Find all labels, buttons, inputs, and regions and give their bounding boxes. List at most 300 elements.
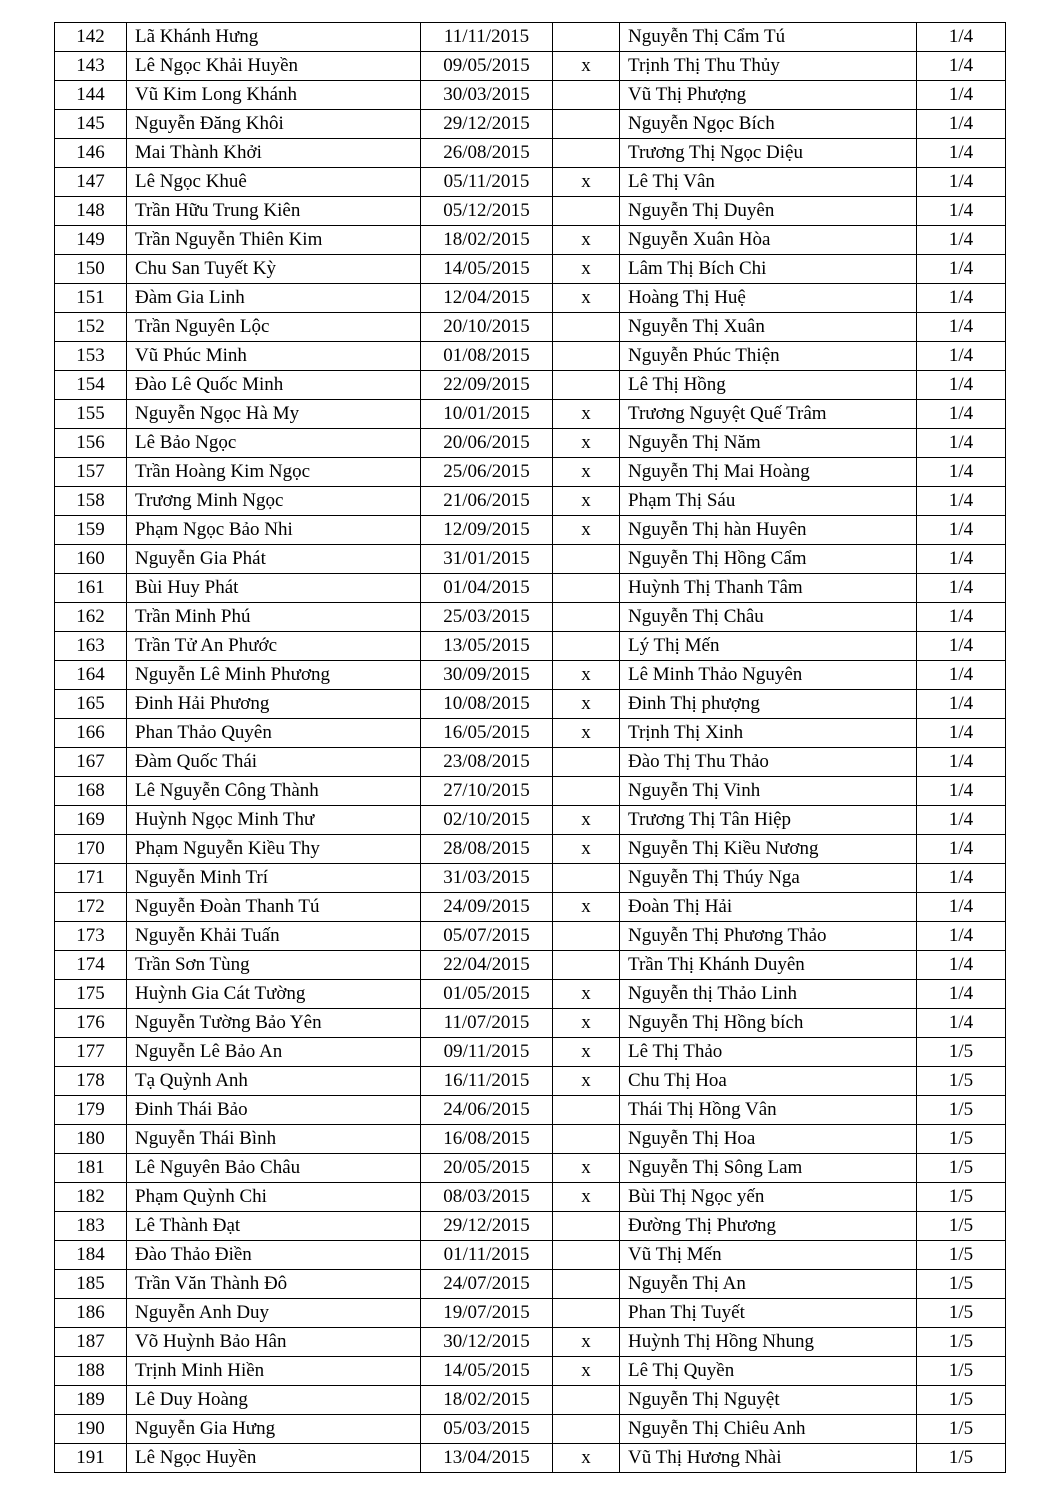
table-row (55, 1299, 1006, 1328)
female-mark (553, 777, 620, 806)
parent-name: Huỳnh Thị Hồng Nhung (620, 1328, 917, 1357)
birth-date: 13/05/2015 (421, 632, 553, 661)
row-number: 184 (55, 1241, 127, 1270)
female-mark (553, 1415, 620, 1444)
parent-name: Nguyễn Thị Hồng Cẩm (620, 545, 917, 574)
female-mark (553, 197, 620, 226)
parent-name: Vũ Thị Hương Nhài (620, 1444, 917, 1473)
student-name: Nguyễn Tường Bảo Yên (127, 1009, 421, 1038)
student-name: Trương Minh Ngọc (127, 487, 421, 516)
table-row (55, 284, 1006, 313)
parent-name: Lê Thị Hồng (620, 371, 917, 400)
female-mark: x (553, 1154, 620, 1183)
birth-date: 18/02/2015 (421, 1386, 553, 1415)
parent-name: Lý Thị Mến (620, 632, 917, 661)
female-mark (553, 1241, 620, 1270)
female-mark: x (553, 1067, 620, 1096)
parent-name: Phan Thị Tuyết (620, 1299, 917, 1328)
parent-name: Trịnh Thị Thu Thủy (620, 52, 917, 81)
class-name: 1/5 (917, 1096, 1006, 1125)
birth-date: 01/04/2015 (421, 574, 553, 603)
student-name: Nguyễn Lê Bảo An (127, 1038, 421, 1067)
class-name: 1/5 (917, 1270, 1006, 1299)
parent-name: Lê Thị Thảo (620, 1038, 917, 1067)
student-name: Nguyễn Khải Tuấn (127, 922, 421, 951)
parent-name: Vũ Thị Phượng (620, 81, 917, 110)
birth-date: 29/12/2015 (421, 1212, 553, 1241)
student-name: Lê Ngọc Huyền (127, 1444, 421, 1473)
row-number: 161 (55, 574, 127, 603)
row-number: 181 (55, 1154, 127, 1183)
birth-date: 10/08/2015 (421, 690, 553, 719)
female-mark: x (553, 690, 620, 719)
row-number: 155 (55, 400, 127, 429)
row-number: 148 (55, 197, 127, 226)
table-row (55, 458, 1006, 487)
parent-name: Trần Thị Khánh Duyên (620, 951, 917, 980)
birth-date: 25/03/2015 (421, 603, 553, 632)
parent-name: Trịnh Thị Xinh (620, 719, 917, 748)
parent-name: Nguyễn Thị Phương Thảo (620, 922, 917, 951)
class-name: 1/4 (917, 603, 1006, 632)
table-row (55, 429, 1006, 458)
student-name: Vũ Phúc Minh (127, 342, 421, 371)
birth-date: 05/12/2015 (421, 197, 553, 226)
table-row (55, 371, 1006, 400)
student-name: Trần Văn Thành Đô (127, 1270, 421, 1299)
table-row (55, 197, 1006, 226)
student-name: Lê Nguyễn Công Thành (127, 777, 421, 806)
class-name: 1/4 (917, 139, 1006, 168)
row-number: 187 (55, 1328, 127, 1357)
row-number: 190 (55, 1415, 127, 1444)
student-name: Lê Thành Đạt (127, 1212, 421, 1241)
table-row (55, 1270, 1006, 1299)
birth-date: 05/03/2015 (421, 1415, 553, 1444)
parent-name: Phạm Thị Sáu (620, 487, 917, 516)
table-row (55, 1038, 1006, 1067)
row-number: 144 (55, 81, 127, 110)
student-name: Trần Hữu Trung Kiên (127, 197, 421, 226)
class-name: 1/4 (917, 458, 1006, 487)
table-row (55, 632, 1006, 661)
class-name: 1/5 (917, 1415, 1006, 1444)
birth-date: 21/06/2015 (421, 487, 553, 516)
parent-name: Nguyễn Thị Xuân (620, 313, 917, 342)
class-name: 1/4 (917, 574, 1006, 603)
student-name: Mai Thành Khởi (127, 139, 421, 168)
female-mark: x (553, 1009, 620, 1038)
class-name: 1/4 (917, 168, 1006, 197)
table-row (55, 1386, 1006, 1415)
female-mark: x (553, 226, 620, 255)
student-name: Trịnh Minh Hiền (127, 1357, 421, 1386)
class-name: 1/5 (917, 1328, 1006, 1357)
table-row (55, 980, 1006, 1009)
table-row (55, 893, 1006, 922)
student-name: Phạm Ngọc Bảo Nhi (127, 516, 421, 545)
female-mark: x (553, 1357, 620, 1386)
female-mark (553, 1125, 620, 1154)
class-name: 1/5 (917, 1212, 1006, 1241)
table-row (55, 835, 1006, 864)
parent-name: Trương Thị Ngọc Diệu (620, 139, 917, 168)
table-row (55, 748, 1006, 777)
student-name: Trần Hoàng Kim Ngọc (127, 458, 421, 487)
female-mark (553, 951, 620, 980)
class-name: 1/4 (917, 255, 1006, 284)
female-mark (553, 545, 620, 574)
class-name: 1/4 (917, 429, 1006, 458)
birth-date: 01/08/2015 (421, 342, 553, 371)
female-mark (553, 574, 620, 603)
parent-name: Vũ Thị Mến (620, 1241, 917, 1270)
parent-name: Nguyễn Thị Vinh (620, 777, 917, 806)
parent-name: Nguyễn thị Thảo Linh (620, 980, 917, 1009)
female-mark (553, 1096, 620, 1125)
table-row (55, 719, 1006, 748)
female-mark (553, 632, 620, 661)
female-mark (553, 371, 620, 400)
row-number: 166 (55, 719, 127, 748)
class-name: 1/5 (917, 1154, 1006, 1183)
birth-date: 16/08/2015 (421, 1125, 553, 1154)
student-name: Trần Tử An Phước (127, 632, 421, 661)
row-number: 177 (55, 1038, 127, 1067)
parent-name: Nguyễn Thị Chiêu Anh (620, 1415, 917, 1444)
female-mark: x (553, 168, 620, 197)
table-row (55, 52, 1006, 81)
female-mark: x (553, 1038, 620, 1067)
female-mark (553, 922, 620, 951)
student-name: Đàm Quốc Thái (127, 748, 421, 777)
female-mark: x (553, 487, 620, 516)
table-row (55, 1154, 1006, 1183)
table-row (55, 690, 1006, 719)
student-name: Huỳnh Gia Cát Tường (127, 980, 421, 1009)
row-number: 183 (55, 1212, 127, 1241)
student-name: Trần Sơn Tùng (127, 951, 421, 980)
table-row (55, 1009, 1006, 1038)
row-number: 150 (55, 255, 127, 284)
parent-name: Nguyễn Thị Hồng bích (620, 1009, 917, 1038)
student-name: Vũ Kim Long Khánh (127, 81, 421, 110)
student-name: Nguyễn Đăng Khôi (127, 110, 421, 139)
row-number: 185 (55, 1270, 127, 1299)
birth-date: 27/10/2015 (421, 777, 553, 806)
parent-name: Đinh Thị phượng (620, 690, 917, 719)
student-name: Lê Duy Hoàng (127, 1386, 421, 1415)
parent-name: Lâm Thị Bích Chi (620, 255, 917, 284)
birth-date: 18/02/2015 (421, 226, 553, 255)
class-name: 1/4 (917, 951, 1006, 980)
female-mark: x (553, 516, 620, 545)
female-mark: x (553, 1183, 620, 1212)
row-number: 142 (55, 23, 127, 52)
table-row (55, 1357, 1006, 1386)
table-row (55, 23, 1006, 52)
birth-date: 20/06/2015 (421, 429, 553, 458)
class-name: 1/4 (917, 23, 1006, 52)
student-name: Phạm Quỳnh Chi (127, 1183, 421, 1212)
parent-name: Nguyễn Thị Duyên (620, 197, 917, 226)
parent-name: Nguyễn Thị Nguyệt (620, 1386, 917, 1415)
female-mark: x (553, 1328, 620, 1357)
class-name: 1/4 (917, 81, 1006, 110)
female-mark (553, 23, 620, 52)
table-row (55, 168, 1006, 197)
female-mark (553, 81, 620, 110)
parent-name: Nguyễn Ngọc Bích (620, 110, 917, 139)
birth-date: 10/01/2015 (421, 400, 553, 429)
student-name: Huỳnh Ngọc Minh Thư (127, 806, 421, 835)
parent-name: Đào Thị Thu Thảo (620, 748, 917, 777)
female-mark: x (553, 52, 620, 81)
row-number: 169 (55, 806, 127, 835)
birth-date: 14/05/2015 (421, 255, 553, 284)
parent-name: Nguyễn Thị Năm (620, 429, 917, 458)
row-number: 170 (55, 835, 127, 864)
table-row (55, 864, 1006, 893)
table-row (55, 545, 1006, 574)
table-row (55, 1212, 1006, 1241)
parent-name: Nguyễn Thị hàn Huyên (620, 516, 917, 545)
female-mark (553, 110, 620, 139)
class-name: 1/5 (917, 1299, 1006, 1328)
student-name: Lê Ngọc Khuê (127, 168, 421, 197)
birth-date: 24/07/2015 (421, 1270, 553, 1299)
row-number: 145 (55, 110, 127, 139)
birth-date: 09/05/2015 (421, 52, 553, 81)
class-name: 1/4 (917, 516, 1006, 545)
student-name: Tạ Quỳnh Anh (127, 1067, 421, 1096)
row-number: 147 (55, 168, 127, 197)
student-roster-table (54, 22, 1006, 1473)
roster-body (55, 23, 1006, 1473)
parent-name: Đường Thị Phương (620, 1212, 917, 1241)
female-mark: x (553, 661, 620, 690)
female-mark (553, 1299, 620, 1328)
class-name: 1/4 (917, 690, 1006, 719)
student-name: Lê Bảo Ngọc (127, 429, 421, 458)
class-name: 1/5 (917, 1357, 1006, 1386)
row-number: 152 (55, 313, 127, 342)
parent-name: Nguyễn Thị Mai Hoàng (620, 458, 917, 487)
parent-name: Nguyễn Thị An (620, 1270, 917, 1299)
parent-name: Lê Thị Quyền (620, 1357, 917, 1386)
birth-date: 05/11/2015 (421, 168, 553, 197)
class-name: 1/4 (917, 110, 1006, 139)
birth-date: 19/07/2015 (421, 1299, 553, 1328)
class-name: 1/5 (917, 1067, 1006, 1096)
student-name: Phan Thảo Quyên (127, 719, 421, 748)
student-name: Nguyễn Anh Duy (127, 1299, 421, 1328)
parent-name: Đoàn Thị Hải (620, 893, 917, 922)
table-row (55, 226, 1006, 255)
birth-date: 24/06/2015 (421, 1096, 553, 1125)
birth-date: 22/04/2015 (421, 951, 553, 980)
female-mark (553, 748, 620, 777)
student-name: Bùi Huy Phát (127, 574, 421, 603)
student-name: Trần Nguyên Lộc (127, 313, 421, 342)
class-name: 1/4 (917, 400, 1006, 429)
student-name: Lê Ngọc Khải Huyền (127, 52, 421, 81)
birth-date: 16/05/2015 (421, 719, 553, 748)
table-row (55, 1096, 1006, 1125)
class-name: 1/4 (917, 313, 1006, 342)
birth-date: 30/12/2015 (421, 1328, 553, 1357)
female-mark: x (553, 458, 620, 487)
parent-name: Nguyễn Thị Kiều Nương (620, 835, 917, 864)
female-mark: x (553, 429, 620, 458)
parent-name: Bùi Thị Ngọc yến (620, 1183, 917, 1212)
table-row (55, 1241, 1006, 1270)
table-row (55, 603, 1006, 632)
birth-date: 23/08/2015 (421, 748, 553, 777)
birth-date: 13/04/2015 (421, 1444, 553, 1473)
row-number: 176 (55, 1009, 127, 1038)
birth-date: 11/11/2015 (421, 23, 553, 52)
female-mark: x (553, 284, 620, 313)
female-mark: x (553, 806, 620, 835)
birth-date: 22/09/2015 (421, 371, 553, 400)
row-number: 182 (55, 1183, 127, 1212)
female-mark (553, 864, 620, 893)
class-name: 1/4 (917, 52, 1006, 81)
class-name: 1/4 (917, 835, 1006, 864)
class-name: 1/5 (917, 1386, 1006, 1415)
row-number: 179 (55, 1096, 127, 1125)
row-number: 186 (55, 1299, 127, 1328)
parent-name: Trương Nguyệt Quế Trâm (620, 400, 917, 429)
table-row (55, 110, 1006, 139)
student-name: Lê Nguyên Bảo Châu (127, 1154, 421, 1183)
class-name: 1/4 (917, 777, 1006, 806)
birth-date: 09/11/2015 (421, 1038, 553, 1067)
class-name: 1/4 (917, 661, 1006, 690)
class-name: 1/4 (917, 371, 1006, 400)
parent-name: Huỳnh Thị Thanh Tâm (620, 574, 917, 603)
student-name: Đào Thảo Điền (127, 1241, 421, 1270)
parent-name: Lê Thị Vân (620, 168, 917, 197)
row-number: 159 (55, 516, 127, 545)
birth-date: 12/04/2015 (421, 284, 553, 313)
table-row (55, 777, 1006, 806)
row-number: 188 (55, 1357, 127, 1386)
class-name: 1/4 (917, 719, 1006, 748)
female-mark: x (553, 719, 620, 748)
class-name: 1/4 (917, 922, 1006, 951)
parent-name: Nguyễn Thị Hoa (620, 1125, 917, 1154)
birth-date: 20/10/2015 (421, 313, 553, 342)
student-name: Nguyễn Lê Minh Phương (127, 661, 421, 690)
row-number: 158 (55, 487, 127, 516)
class-name: 1/4 (917, 980, 1006, 1009)
row-number: 189 (55, 1386, 127, 1415)
table-row (55, 922, 1006, 951)
student-name: Lã Khánh Hưng (127, 23, 421, 52)
row-number: 153 (55, 342, 127, 371)
student-name: Nguyễn Thái Bình (127, 1125, 421, 1154)
student-name: Nguyễn Gia Hưng (127, 1415, 421, 1444)
row-number: 171 (55, 864, 127, 893)
female-mark: x (553, 400, 620, 429)
table-row (55, 400, 1006, 429)
student-name: Nguyễn Minh Trí (127, 864, 421, 893)
birth-date: 11/07/2015 (421, 1009, 553, 1038)
class-name: 1/5 (917, 1241, 1006, 1270)
class-name: 1/4 (917, 1009, 1006, 1038)
birth-date: 01/05/2015 (421, 980, 553, 1009)
row-number: 154 (55, 371, 127, 400)
table-row (55, 1328, 1006, 1357)
female-mark (553, 1270, 620, 1299)
birth-date: 30/03/2015 (421, 81, 553, 110)
parent-name: Lê Minh Thảo Nguyên (620, 661, 917, 690)
birth-date: 05/07/2015 (421, 922, 553, 951)
parent-name: Thái Thị Hồng Vân (620, 1096, 917, 1125)
class-name: 1/4 (917, 284, 1006, 313)
female-mark (553, 1212, 620, 1241)
table-row (55, 574, 1006, 603)
birth-date: 25/06/2015 (421, 458, 553, 487)
row-number: 180 (55, 1125, 127, 1154)
class-name: 1/4 (917, 342, 1006, 371)
table-row (55, 661, 1006, 690)
row-number: 151 (55, 284, 127, 313)
female-mark: x (553, 1444, 620, 1473)
student-name: Nguyễn Gia Phát (127, 545, 421, 574)
student-name: Trần Nguyễn Thiên Kim (127, 226, 421, 255)
table-row (55, 313, 1006, 342)
female-mark: x (553, 980, 620, 1009)
table-row (55, 342, 1006, 371)
row-number: 157 (55, 458, 127, 487)
class-name: 1/4 (917, 893, 1006, 922)
row-number: 149 (55, 226, 127, 255)
student-name: Đinh Thái Bảo (127, 1096, 421, 1125)
table-row (55, 806, 1006, 835)
class-name: 1/4 (917, 632, 1006, 661)
parent-name: Nguyễn Thị Thúy Nga (620, 864, 917, 893)
table-row (55, 139, 1006, 168)
row-number: 164 (55, 661, 127, 690)
row-number: 160 (55, 545, 127, 574)
class-name: 1/4 (917, 864, 1006, 893)
student-name: Phạm Nguyễn Kiều Thy (127, 835, 421, 864)
table-row (55, 487, 1006, 516)
table-row (55, 951, 1006, 980)
birth-date: 02/10/2015 (421, 806, 553, 835)
table-row (55, 1444, 1006, 1473)
parent-name: Nguyễn Phúc Thiện (620, 342, 917, 371)
female-mark (553, 139, 620, 168)
class-name: 1/4 (917, 226, 1006, 255)
student-name: Đào Lê Quốc Minh (127, 371, 421, 400)
class-name: 1/4 (917, 806, 1006, 835)
female-mark (553, 313, 620, 342)
student-name: Chu San Tuyết Kỳ (127, 255, 421, 284)
class-name: 1/5 (917, 1183, 1006, 1212)
table-row (55, 81, 1006, 110)
row-number: 191 (55, 1444, 127, 1473)
row-number: 146 (55, 139, 127, 168)
female-mark: x (553, 255, 620, 284)
birth-date: 28/08/2015 (421, 835, 553, 864)
row-number: 165 (55, 690, 127, 719)
parent-name: Nguyễn Thị Cẩm Tú (620, 23, 917, 52)
row-number: 172 (55, 893, 127, 922)
